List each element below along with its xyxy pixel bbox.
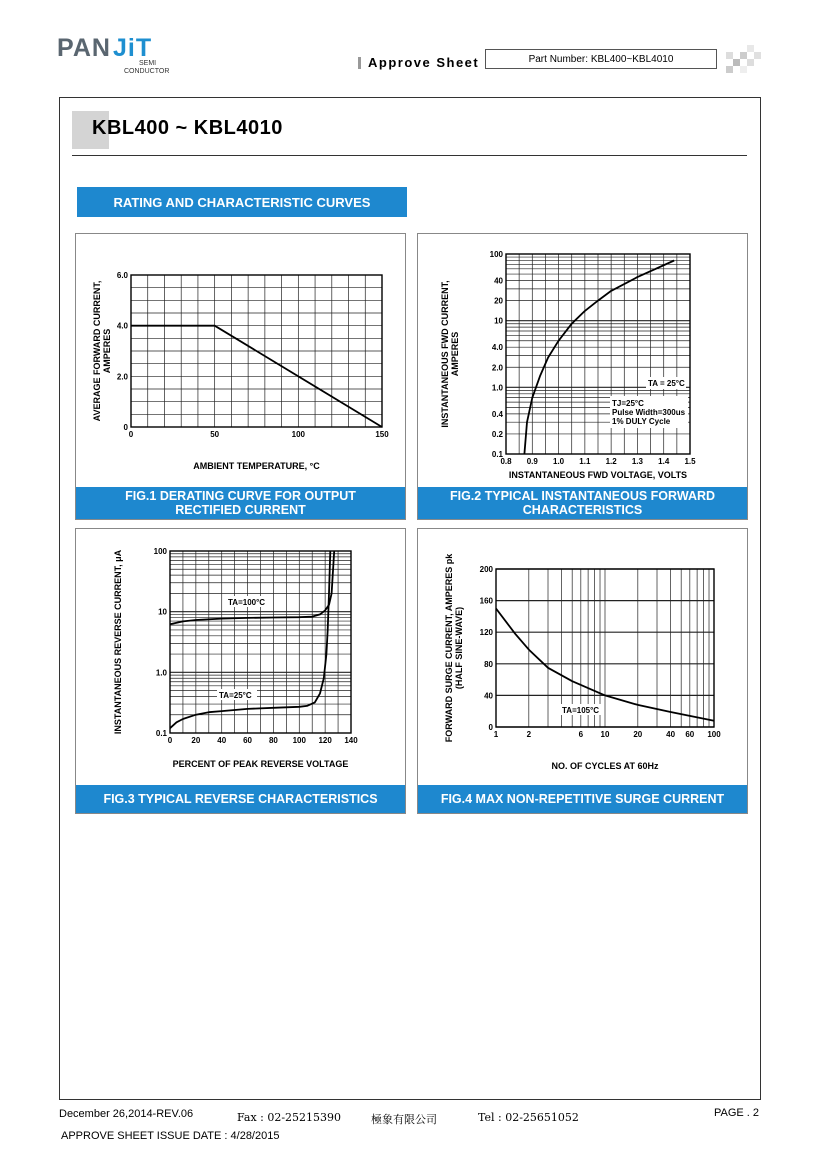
annotation-ta: TA = 25°C (648, 379, 685, 388)
footer-date-rev: December 26,2014-REV.06 (59, 1108, 194, 1120)
x-tick-label: 10 (600, 730, 610, 739)
x-tick-label: 80 (268, 736, 278, 745)
y-axis-label: INSTANTANEOUS FWD CURRENT, (440, 280, 450, 428)
y-tick-label: 100 (153, 547, 167, 556)
series-label-25c: TA=25°C (219, 691, 252, 700)
y-axis-label-line2: AMPERES (450, 331, 460, 377)
title-rule (72, 155, 747, 156)
y-tick-label: 0 (488, 723, 493, 732)
figure-1-caption-line1: FIG.1 DERATING CURVE FOR OUTPUT (125, 489, 356, 503)
y-tick-label: 10 (494, 316, 503, 326)
x-tick-label: 150 (375, 430, 389, 439)
figure-4-panel (417, 528, 748, 814)
y-tick-label: 40 (484, 691, 493, 701)
series-line (170, 551, 330, 728)
x-tick-label: 1.5 (684, 457, 696, 466)
y-tick-label: 1.0 (491, 383, 503, 393)
figure-2-caption (418, 487, 747, 519)
x-tick-label: 1.3 (631, 457, 643, 466)
page-title: KBL400 ~ KBL4010 (92, 117, 283, 139)
y-tick-label: 100 (489, 250, 503, 259)
figure-4-caption-line1: FIG.4 MAX NON-REPETITIVE SURGE CURRENT (440, 792, 725, 806)
y-tick-label: 120 (479, 628, 493, 638)
y-axis-label-line2: AMPERES (102, 328, 112, 374)
y-tick-label: 2.0 (491, 363, 503, 373)
approve-marker (358, 57, 361, 69)
x-tick-label: 2 (526, 730, 532, 739)
series-label-100c: TA=100°C (228, 598, 266, 607)
y-tick-label: 0 (123, 423, 128, 432)
x-tick-label: 1.2 (605, 457, 617, 466)
x-tick-label: 50 (210, 430, 220, 439)
logo-jit: JiT (113, 34, 153, 62)
y-tick-label: 10 (158, 607, 167, 617)
y-tick-label: 4.0 (116, 321, 128, 331)
x-tick-label: 100 (291, 430, 306, 439)
y-tick-label: 20 (494, 296, 503, 306)
y-tick-label: 4.0 (491, 343, 503, 353)
x-tick-label: 40 (666, 730, 676, 739)
approve-sheet-label: Approve Sheet (368, 55, 480, 70)
figure-3-caption (76, 785, 405, 813)
y-tick-label: 160 (479, 596, 493, 606)
x-tick-label: 0.9 (526, 457, 538, 466)
figure-1-caption-line2: RECTIFIED CURRENT (175, 503, 306, 517)
figure-4-chart (418, 529, 749, 815)
figure-2-caption-line1: FIG.2 TYPICAL INSTANTANEOUS FORWARD (449, 489, 716, 503)
figure-1-caption (76, 487, 405, 519)
x-tick-label: 100 (707, 730, 721, 739)
figure-3-chart (76, 529, 407, 815)
x-tick-label: 1 (493, 730, 499, 739)
x-axis-label: AMBIENT TEMPERATURE, °C (193, 461, 320, 471)
y-tick-label: 200 (479, 565, 493, 574)
x-tick-label: 20 (191, 736, 201, 745)
figure-1-panel (75, 233, 406, 520)
x-tick-label: 1.0 (553, 457, 565, 466)
x-tick-label: 100 (292, 736, 306, 745)
footer-company: 極象有限公司 (371, 1113, 437, 1126)
logo-pan: PAN (57, 34, 111, 62)
annotation-tj: TJ=25°C (612, 399, 644, 408)
footer-fax: Fax : 02-25215390 (237, 1111, 342, 1124)
figure-2-panel (417, 233, 748, 520)
x-tick-label: 0 (128, 430, 134, 439)
x-tick-label: 1.4 (658, 457, 670, 466)
y-axis-label-line2: (HALF SINE-WAVE) (454, 606, 464, 690)
figure-4-caption (418, 785, 747, 813)
x-tick-label: 0.8 (500, 457, 512, 466)
x-tick-label: 6 (578, 730, 584, 739)
annotation-pulse: Pulse Width=300us (612, 408, 686, 417)
x-axis-label: PERCENT OF PEAK REVERSE VOLTAGE (172, 759, 349, 769)
figure-3-caption-line1: FIG.3 TYPICAL REVERSE CHARACTERISTICS (103, 792, 378, 806)
figure-2-chart (418, 234, 749, 521)
footer-tel: Tel : 02-25651052 (478, 1111, 579, 1124)
footer-page: PAGE . 2 (714, 1107, 760, 1119)
y-tick-label: 2.0 (116, 372, 128, 382)
y-tick-label: 0.4 (491, 409, 503, 419)
y-tick-label: 1.0 (155, 668, 167, 678)
logo-conductor-text: CONDUCTOR (124, 68, 170, 75)
x-tick-label: 60 (685, 730, 695, 739)
series-line (170, 551, 334, 624)
x-axis-label: NO. OF CYCLES AT 60Hz (551, 761, 659, 771)
x-tick-label: 60 (243, 736, 253, 745)
annotation-ta: TA=105°C (562, 706, 600, 715)
x-tick-label: 120 (318, 736, 332, 745)
annotation-duty: 1% DULY Cycle (612, 417, 671, 426)
logo-semi-text: SEMI (139, 60, 157, 67)
y-axis-label: FORWARD SURGE CURRENT, AMPERES pk (444, 553, 454, 743)
y-tick-label: 6.0 (116, 271, 128, 280)
footer-issue-date: APPROVE SHEET ISSUE DATE : 4/28/2015 (61, 1130, 280, 1142)
y-tick-label: 0.1 (155, 729, 167, 738)
x-tick-label: 0 (167, 736, 173, 745)
x-tick-label: 40 (217, 736, 227, 745)
x-tick-label: 1.1 (579, 457, 591, 466)
section-heading: RATING AND CHARACTERISTIC CURVES (77, 187, 407, 217)
figure-3-panel (75, 528, 406, 814)
y-tick-label: 40 (494, 276, 503, 286)
figure-2-caption-line2: CHARACTERISTICS (522, 503, 643, 517)
y-tick-label: 0.2 (491, 429, 503, 439)
x-axis-label: INSTANTANEOUS FWD VOLTAGE, VOLTS (508, 470, 688, 480)
figure-1-chart (76, 234, 407, 521)
y-axis-label: AVERAGE FORWARD CURRENT, (92, 280, 102, 422)
part-number-box: Part Number: KBL400~KBL4010 (485, 49, 717, 69)
checker-decoration-icon (722, 40, 766, 76)
x-tick-label: 20 (633, 730, 643, 739)
y-axis-label: INSTANTANEOUS REVERSE CURRENT, μA (113, 549, 123, 735)
y-tick-label: 0.1 (491, 450, 503, 459)
x-tick-label: 140 (344, 736, 358, 745)
y-tick-label: 80 (484, 659, 493, 669)
